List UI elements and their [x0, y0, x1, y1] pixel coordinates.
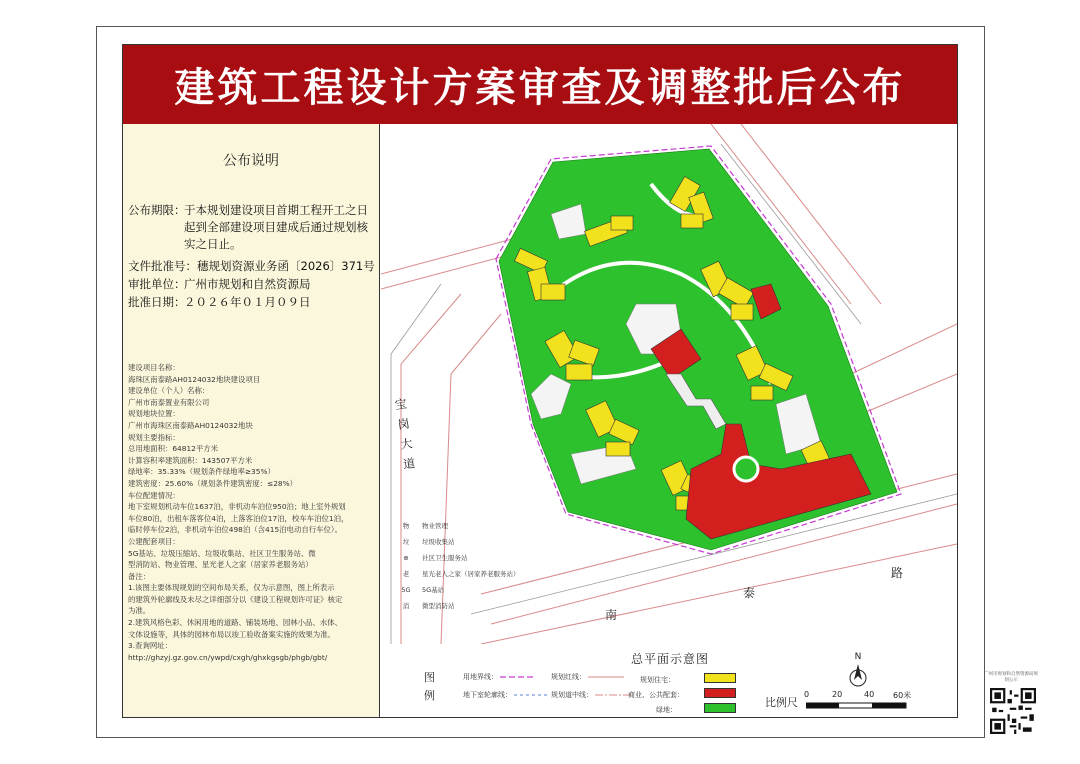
facility-icon: 消: [402, 602, 410, 610]
legend-title-1: 图: [424, 671, 435, 684]
detail-line: 广州市南泰置业有限公司: [128, 397, 210, 407]
legend-title-2: 例: [424, 689, 435, 702]
date-label: 批准日期：: [128, 295, 186, 309]
detail-line: 型消防站、物业管理、星光老人之家（居家养老服务站）: [128, 560, 313, 570]
page-title: 建筑工程设计方案审查及调整批后公布: [122, 44, 958, 124]
detail-line: 海珠区南泰路AH0124032地块建设项目: [128, 374, 261, 384]
detail-line: 1.该图主要体现规划的空间布局关系，仅为示意图，图上所表示: [128, 583, 335, 593]
detail-line: 计算容积率建筑面积：143507平方米: [128, 455, 253, 465]
unit-label: 审批单位：: [128, 277, 186, 291]
scale-tick-60: 60米: [893, 691, 912, 700]
legend-centerline: 规划道中线：: [551, 690, 631, 700]
plan-caption: 总平面示意图: [630, 652, 709, 666]
facility-legend-item: [396, 550, 520, 566]
swatch-residential: [704, 673, 736, 683]
qr-note: 广州市规划和自然资源局规划公示: [984, 672, 1038, 683]
doc-value: 穗规划资源业务函〔2026〕371号: [197, 259, 375, 273]
detail-line: 规划地块位置：: [128, 409, 180, 419]
date-value: ２０２６年０１月０９日: [184, 295, 311, 309]
road-label-south-1: 南: [605, 608, 618, 622]
facility-icon: 垃: [402, 538, 410, 546]
boundary-line-icon: [500, 674, 536, 680]
legend-residential: 规划住宅：: [640, 676, 675, 684]
facility-legend-item: [396, 582, 520, 598]
detail-line: 备注：: [128, 571, 151, 581]
north-arrow-icon: [848, 662, 868, 690]
facility-label: 星光老人之家（居家养老服务站）: [422, 570, 520, 578]
period-line-1: 于本规划建设项目首期工程开工之日: [184, 203, 368, 217]
scale-tick-20: 20: [832, 690, 843, 699]
road-label-south-2: 泰: [743, 586, 756, 600]
facility-icon: 物: [402, 522, 410, 530]
legend-green: 绿地：: [656, 706, 677, 714]
scale-tick-0: 0: [804, 690, 810, 699]
north-arrow: [848, 652, 868, 694]
facility-label: 垃圾收集站: [422, 538, 455, 546]
detail-line: 规划主要指标：: [128, 432, 180, 442]
detail-line: 临时停车位2泊，非机动车泊位498泊（含415泊电动自行车位）。: [128, 525, 342, 535]
scale-label: 比例尺: [765, 696, 798, 709]
legend-commercial: 商业、公共配套：: [628, 691, 684, 699]
period-line-2: 起到全部建设项目建成后通过规划核: [184, 220, 368, 234]
unit-value: 广州市规划和自然资源局: [184, 277, 311, 291]
plaza-circle: [734, 457, 758, 481]
facility-icon: 老: [402, 570, 410, 578]
detail-line: 地下室规划机动车位1637泊，非机动车泊位950泊；地上室外规划: [128, 502, 346, 512]
facility-legend: [396, 518, 520, 614]
legend-redline: 规划红线：: [551, 672, 624, 682]
legend-basement: 地下室轮廓线：: [463, 690, 550, 700]
facility-label: 5G基站: [422, 586, 445, 594]
legend-title: [424, 669, 438, 705]
road-label-south-3: 路: [891, 566, 904, 580]
detail-line: 5G基站、垃圾压缩站、垃圾收集站、社区卫生服务站、微: [128, 548, 316, 558]
detail-line: 文体设施等，具体的园林布局以竣工验收备案实施的效果为准。: [128, 629, 335, 639]
swatch-green: [704, 703, 736, 713]
period-label: 公布期限：: [128, 203, 186, 217]
detail-line: 建设单位（个人）名称：: [128, 386, 210, 396]
detail-line: 车位80泊，出租车落客位4泊，上落客泊位17泊，校车车泊位1泊，: [128, 513, 349, 523]
detail-line: http://ghzyj.gz.gov.cn/ywpd/cxgh/ghxkgsgb/phgb/gbt/: [128, 652, 328, 662]
scale-tick-40: 40: [864, 690, 875, 699]
qr-code-icon[interactable]: [990, 688, 1036, 734]
detail-line: 车位配建情况：: [128, 490, 180, 500]
redline-icon: [588, 674, 624, 680]
facility-label: 物业管理: [422, 522, 448, 530]
facility-legend-item: [396, 598, 520, 614]
road-label-west: 宝岗大道: [393, 396, 419, 472]
facility-label: 微型消防站: [422, 602, 455, 610]
facility-icon: ⊕: [403, 554, 409, 562]
detail-line: 2.建筑风格色彩、休闲用地的道路、铺装场地、园林小品、水体、: [128, 618, 342, 628]
detail-line: 的建筑外轮廓线及未尽之详细部分以《建设工程规划许可证》核定: [128, 594, 343, 604]
detail-line: 建设项目名称：: [128, 363, 180, 372]
facility-icon: 5G: [401, 586, 411, 594]
detail-line: 为准。: [128, 606, 151, 616]
centerline-icon: [595, 692, 631, 698]
detail-line: 绿地率：35.33%（规划条件绿地率≥35%）: [128, 467, 275, 477]
notice-heading: 公布说明: [223, 153, 279, 169]
detail-line: 建筑密度：25.60%（规划条件建筑密度：≤28%）: [128, 478, 298, 488]
basement-line-icon: [514, 692, 550, 698]
detail-line: 3.查询网址：: [128, 641, 173, 651]
north-label: N: [854, 652, 862, 662]
detail-line: 公建配套项目：: [128, 536, 180, 546]
facility-legend-item: [396, 518, 520, 534]
period-line-3: 实之日止。: [184, 237, 242, 251]
swatch-commercial: [704, 688, 736, 698]
scale-bar: [806, 702, 910, 710]
facility-legend-item: [396, 534, 520, 550]
legend-boundary: 用地界线：: [463, 672, 536, 682]
doc-label: 文件批准号：: [128, 259, 197, 273]
facility-label: 社区卫生服务站: [422, 554, 468, 562]
detail-line: 广州市海珠区南泰路AH0124032地块: [128, 420, 253, 430]
facility-legend-item: [396, 566, 520, 582]
detail-line: 总用地面积：64812平方米: [128, 444, 219, 454]
